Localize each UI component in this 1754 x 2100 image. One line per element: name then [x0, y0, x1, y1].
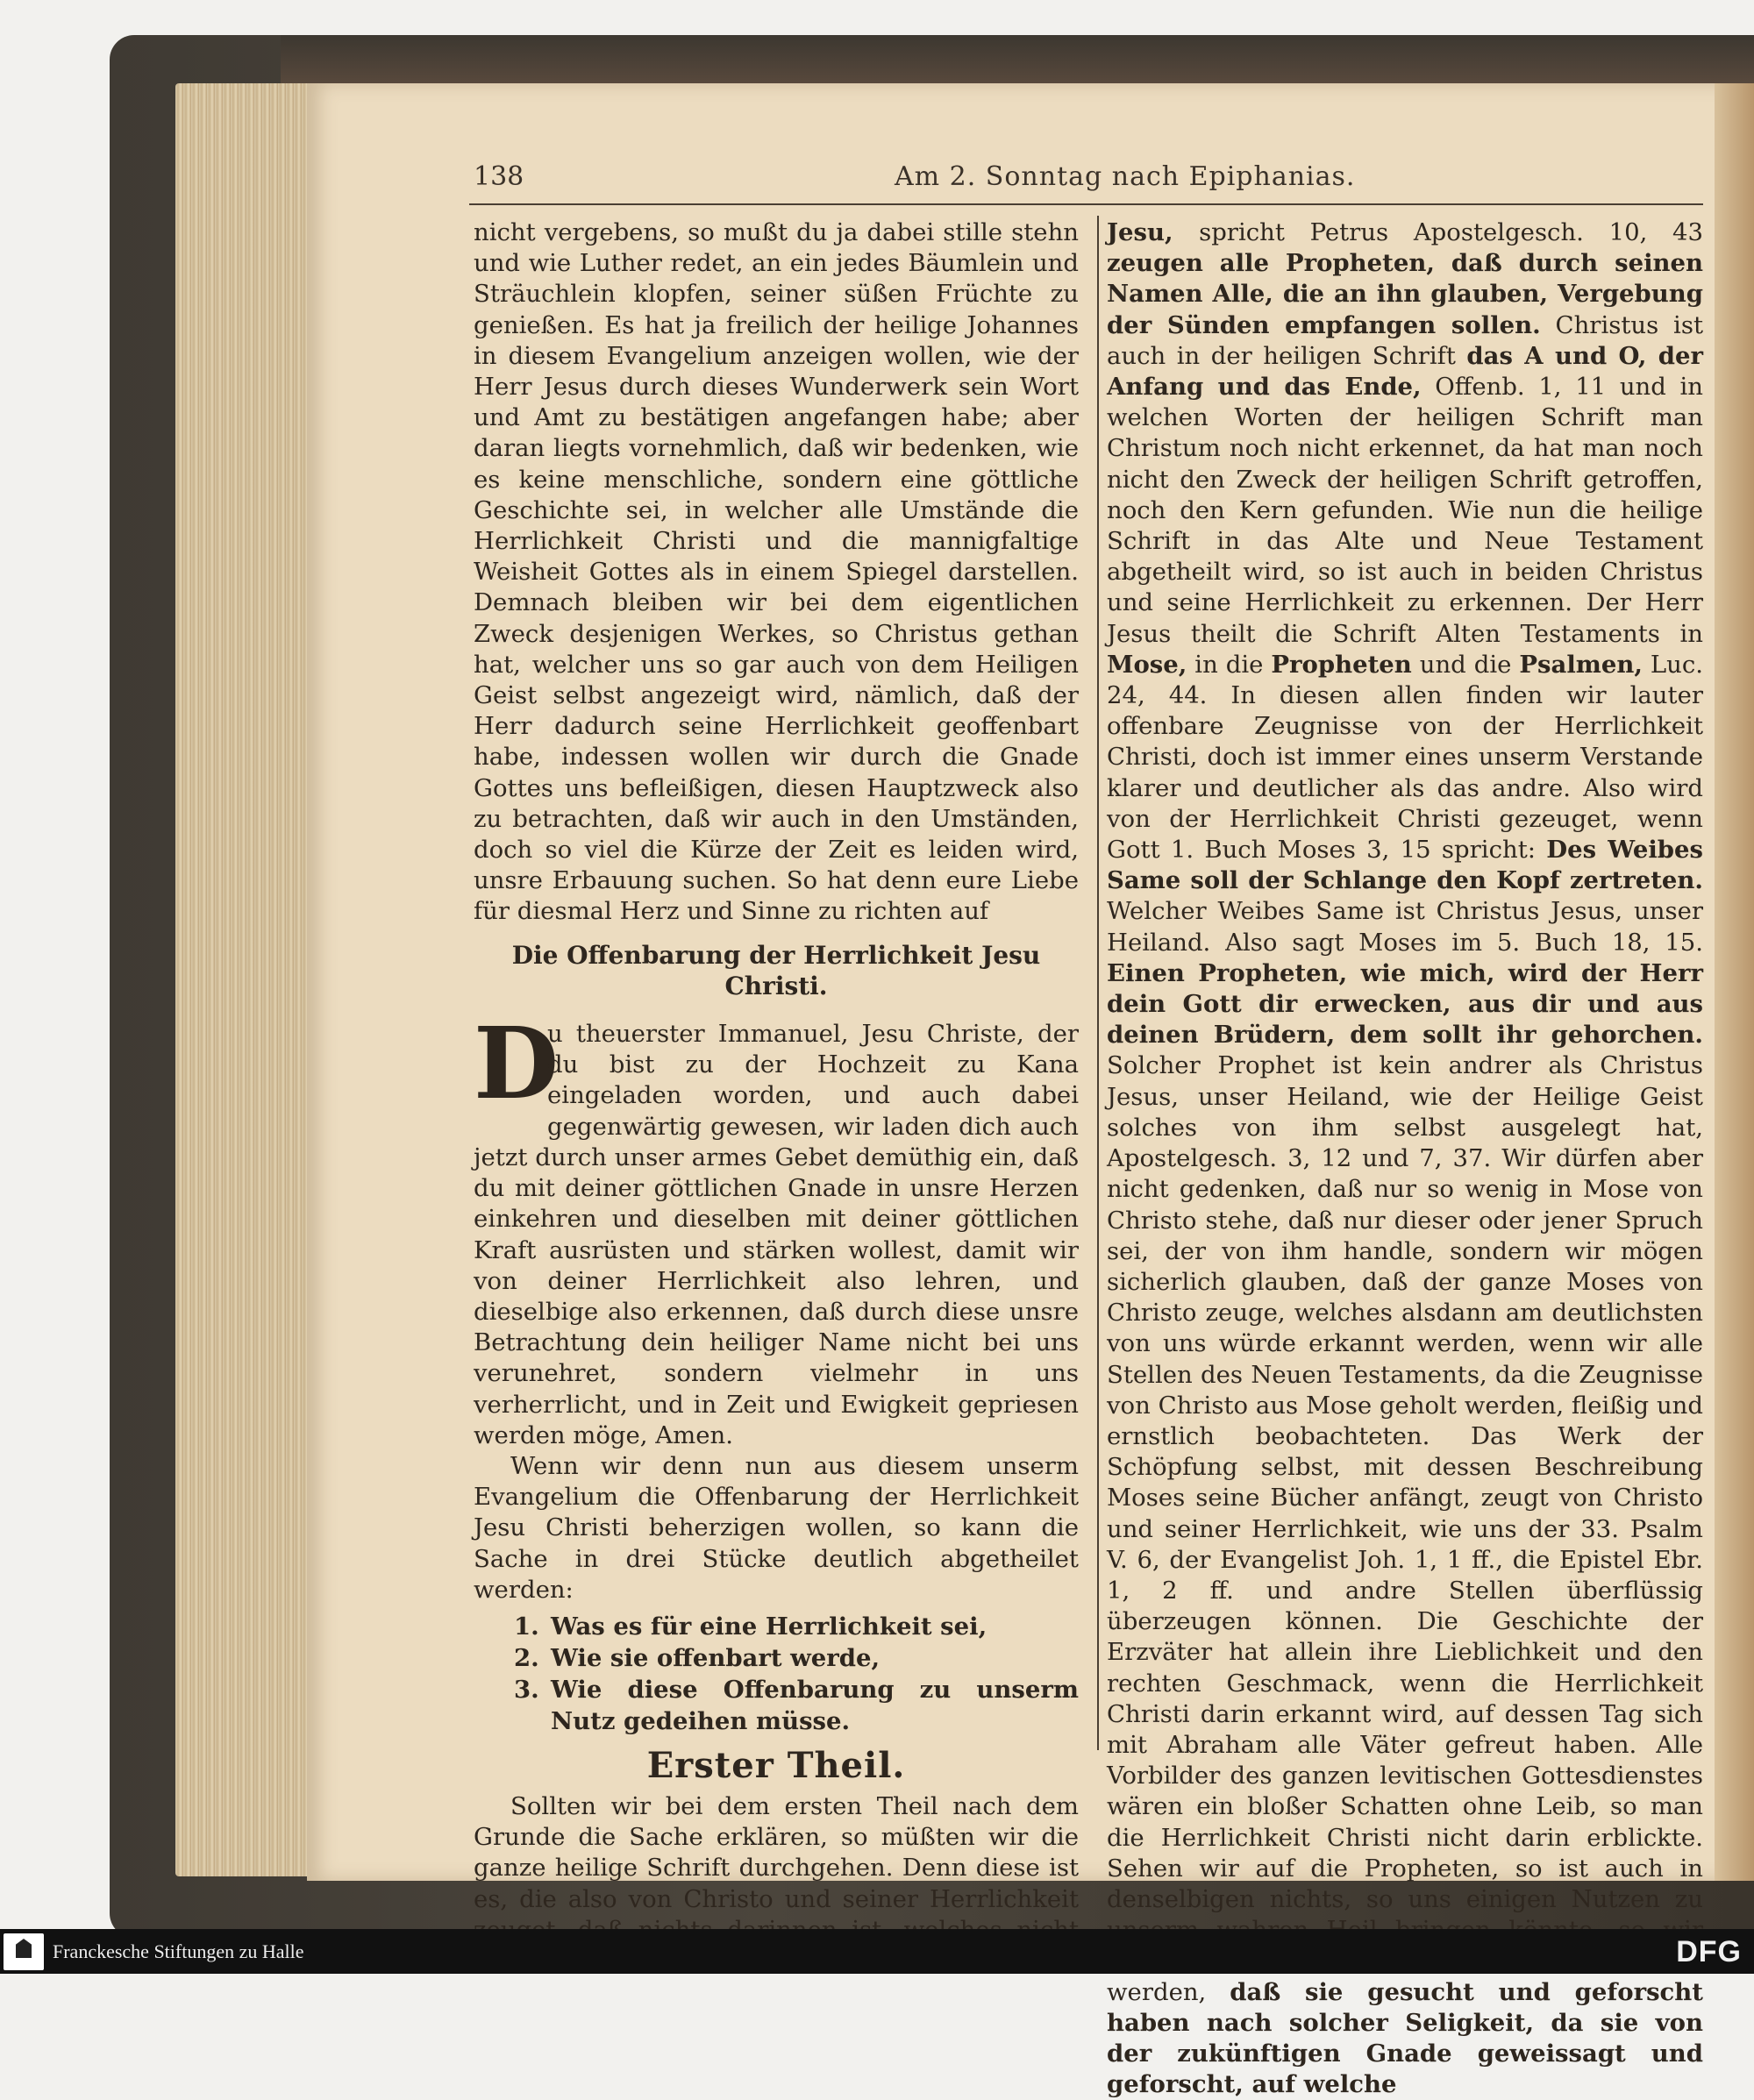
section-text: Sollten wir bei dem ersten Theil nach dem Grunde die Sache erklären, so müßten wir die ganze heilige Schrift durchgehen. Denn diese ist es, die also von Christo und seiner Herrlichkeit [474, 1791, 1079, 1913]
bold-text-segment: daß sie gesucht und geforscht haben nach solcher Seligkeit, da sie von der zukünftigen Gnade geweissagt und geforscht, auf welche [1107, 1977, 1703, 2099]
right-column [1107, 217, 1703, 2100]
section-title: Erster Theil. [646, 1744, 906, 1786]
text-segment: in die [1187, 650, 1272, 679]
bold-text-segment: Psalmen, [1519, 650, 1643, 679]
division-point [514, 1611, 1079, 1642]
text-segment: Offenb. 1, 11 und in welchen Worten der heiligen Schrift man Christum noch nicht erkennet, da hat man noch nicht den Zweck der heiligen Schrift getroffen, noch den Kern gefunden. Wie nun die heilige Schrift in das Alte und Neue Testament abgetheilt wird, so ist auch in beiden Christus und seine Herrlichkeit zu erkennen. Der Herr Jesus theilt die Schrift Alten Testaments in [1107, 373, 1703, 648]
text-segment: Welcher Weibes Same ist Christus Jesus, unser Heiland. Also sagt Moses im 5. Buch 18, 15. [1107, 897, 1703, 957]
point-text: Wie diese Offenbarung zu unserm Nutz gedeihen müsse. [551, 1675, 1079, 1735]
point-text: Was es für eine Herrlichkeit sei, [551, 1612, 988, 1641]
point-number: 3. [514, 1675, 539, 1704]
text-segment: Luc. 24, 44. In diesen allen finden wir lauter offenbare Zeugnisse von der Herrlichkeit Christi, doch ist immer eines unserm Verstande klarer und deutlicher als das andre. Also wird von der Herrlichkeit Christi gezeuget, wenn Gott 1. Buch Moses 3, 15 spricht: [1107, 650, 1704, 865]
bold-text-segment: Des Weibes Same soll der Schlange den Kopf zertreten. [1107, 836, 1703, 895]
drop-cap: D [474, 1007, 560, 1122]
page-number: 138 [474, 161, 524, 192]
division-intro: Wenn wir denn nun aus diesem unserm Evangelium die Offenbarung der Herrlichkeit Jesu Christi beherzigen wollen, so kann die Sache in drei Stücke deutlich abgetheilet werden: [474, 1451, 1079, 1604]
right-column-text [1107, 217, 1703, 2100]
column-divider [1097, 216, 1099, 1750]
division-points [514, 1611, 1079, 1737]
page-right-edge [1715, 83, 1754, 1881]
left-column [474, 217, 1079, 1976]
text-segment: Solcher Prophet ist kein andrer als Christus Jesus, unser Heiland, wie der Heilige Geist solches von ihm selbst ausgelegt hat, Apostelgesch. 3, 12 und 7, 37. Wir dürfen aber nicht gedenken, daß nur so wenig in Mose von Christo stehe, daß nur dieser oder jener Spruch sei, der von ihm handle, sondern wir mögen sicherlich glauben, daß der ganze Moses von Christo zeuge, welches alsdann am deutlichsten von uns würde erkannt werden, wenn wir alle Stellen des Neuen Testaments, da die Zeugnisse von Christo aus Mose geholt werden, fleißig und ernstlich beobachteten. Das Werk der Schöpfung selbst, mit dessen Beschreibung Moses seine Bücher anfängt, zeugt von Christo und seiner Herrlichkeit, wie uns der 33. Psalm V. 6, der Evangelist Joh. 1, 1 ff., die Epistel Ebr. 1, 2 ff. und andre Stellen überflüssig überzeugen können. Die Geschichte der Erzväter hat allein ihre Lieblichkeit und den rechten Geschmack, wenn die Herrlichkeit Christi darin erkannt wird, auf dessen Tag sich mit Abraham alle Väter gefreut haben. Alle Vorbilder des ganzen levitischen Gottesdienstes wären ein bloßer Schatten ohne Leib, so man die Herrlichkeit Christi nicht darin erblickte. Sehen wir auf die Propheten, so ist auch in denselbigen nichts, so uns einigen Nutzen zu werden, [1107, 1051, 1703, 2006]
point-number: 1. [514, 1612, 539, 1641]
institution-name: Franckesche Stiftungen zu Halle [53, 1940, 304, 1962]
book-cover-top [281, 35, 1754, 88]
institution-logo [4, 1933, 44, 1970]
bold-text-segment: das A und O, der Anfang und das Ende, [1107, 341, 1703, 402]
text-segment: spricht Petrus Apostelgesch. 10, 43 [1199, 218, 1703, 246]
prayer-text: u theuerster Immanuel, Jesu Christe, der du bist zu der Hochzeit zu Kana eingeladen worden, und auch dabei gegenwärtig gewesen, wir laden dich auch jetzt durch unser armes Gebet demüthig ein, daß du mit deiner göttlichen Gnade in unsre Herzen einkehren und dieselben mit deiner göttlichen Kraft ausrüsten und stärken wollest, damit wir von deiner Herrlichkeit also lehren, und dieselbige also erkennen, daß durch diese unsre Betrachtung dein heiliger Name nicht bei uns verunehret, sondern vielmehr in uns verherrlicht, und in Zeit und Ewigkeit gepriesen werden möge, Amen. [474, 1020, 1079, 1449]
page-edges [175, 83, 316, 1876]
header-rule [469, 203, 1703, 205]
running-title: Am 2. Sonntag nach Epiphanias. [895, 161, 1356, 192]
bold-text-segment: Propheten [1271, 650, 1412, 679]
bold-text-segment: zeugen alle Propheten, daß durch seinen Namen Alle, die an ihn glauben, Vergebung der Sünden empfangen sollen. [1107, 249, 1703, 339]
point-number: 2. [514, 1643, 539, 1672]
division-point [514, 1642, 1079, 1674]
dfg-logo: DFG [1676, 1935, 1742, 1968]
text-segment: Christus ist auch in der heiligen Schrift [1107, 310, 1704, 370]
text-segment: und die [1411, 650, 1520, 679]
running-header [474, 158, 1701, 196]
footer-bar [0, 1929, 1754, 1974]
prayer-paragraph [474, 1007, 1079, 1451]
division-point [514, 1674, 1079, 1737]
point-text: Wie sie offenbart werde, [551, 1643, 881, 1672]
bold-text-segment: Mose, [1107, 650, 1187, 679]
theme-heading: Die Offenbarung der Herrlichkeit Jesu Christi. [511, 940, 1041, 1000]
paragraph-intro: nicht vergebens, so mußt du ja dabei stille stehn und wie Luther redet, an ein jedes Bäumlein und Sträuchlein klopfen, seiner süßen Früchte zu genießen. Es hat ja freilich der heilige Johannes in diesem Evangelium anzeigen wollen, wie der Herr Jesus durch dieses Wunderwerk sein Wort und Amt zu bestätigen angefangen habe; aber daran liegts vornehmlich, daß wir bedenken, wie es keine menschliche, sondern eine göttliche Geschichte sei, in welcher alle Umstände die Herrlichkeit Christi und die mannigfaltige Weisheit Gottes als in einem Spiegel darstellen. Demnach bleiben wir bei dem eigentlichen Zweck desjenigen Werkes, so Christus gethan hat, welcher uns so gar auch von dem Heiligen Geist selbst angezeigt wird, nämlich, daß der Herr dadurch seine Herrlichkeit geoffenbart habe, indessen wollen wir durch die Gnade Gottes uns befleißigen, diesen Hauptzweck also zu betrachten, daß wir auch in den Umständen, doch so viel die Kürze der Zeit es leiden wird, unsre Erbauung suchen. So hat denn eure Liebe für diesmal Herz und Sinne zu richten auf [474, 218, 1079, 926]
bold-text-segment: Einen Propheten, wie mich, wird der Herr dein Gott dir erwecken, aus dir und aus deinen Brüdern, dem sollt ihr gehorchen. [1107, 958, 1703, 1050]
bold-text-segment: Jesu, [1107, 218, 1200, 246]
